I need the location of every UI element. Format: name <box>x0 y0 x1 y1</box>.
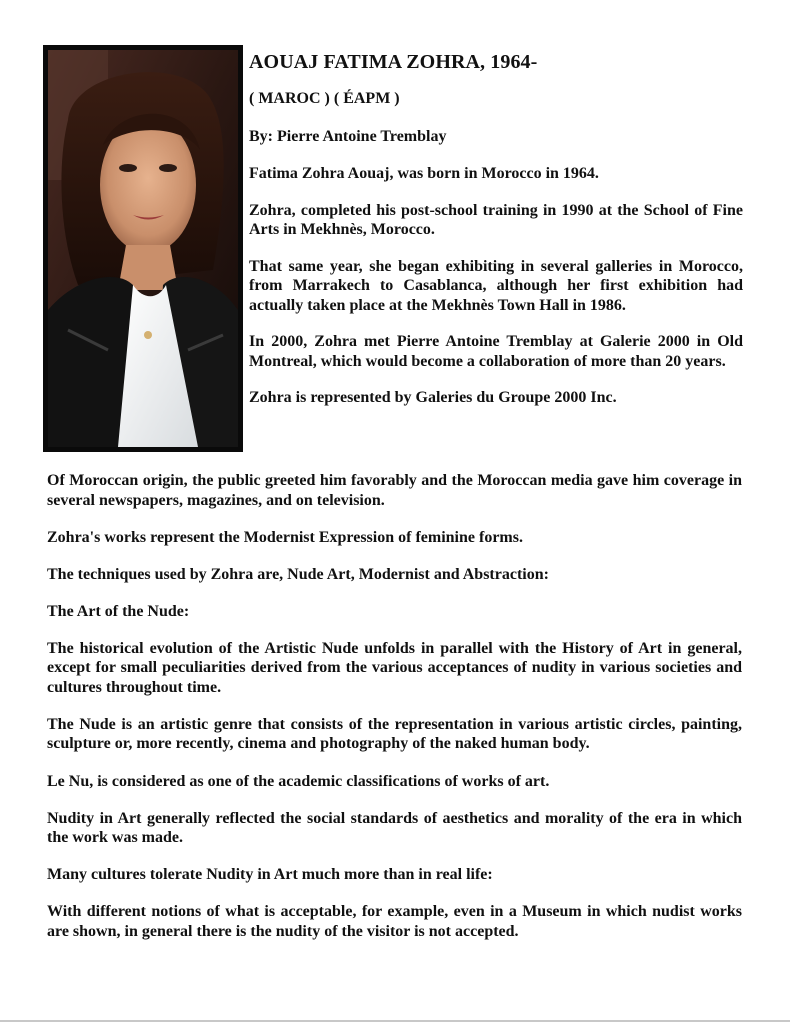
body-paragraph: The techniques used by Zohra are, Nude Art, Modernist and Abstraction: <box>47 565 549 583</box>
page-bottom-rule <box>0 1020 790 1022</box>
body-paragraph: Le Nu, is considered as one of the academic classifications of works of art. <box>47 772 550 790</box>
portrait-image <box>48 50 238 447</box>
artist-portrait-photo <box>43 45 243 452</box>
body-text <box>47 471 742 959</box>
body-paragraph: Nudity in Art generally reflected the social standards of aesthetics and morality of the era in which the work was made. <box>47 809 742 847</box>
body-paragraph: Zohra's works represent the Modernist Expression of feminine forms. <box>47 528 523 546</box>
origin-line: ( MAROC ) ( ÉAPM ) <box>249 90 400 107</box>
intro-paragraph: In 2000, Zohra met Pierre Antoine Tremblay at Galerie 2000 in Old Montreal, which would become a collaboration of more than 20 years. <box>249 333 743 370</box>
intro-paragraph: Zohra is represented by Galeries du Groupe 2000 Inc. <box>249 389 617 406</box>
body-paragraph: Many cultures tolerate Nudity in Art much more than in real life: <box>47 866 493 884</box>
header-column <box>249 51 743 425</box>
body-paragraph: The historical evolution of the Artistic Nude unfolds in parallel with the History of Art in general, except for small peculiarities derived from the various acceptances of nudity in various societies and cultures throughout time. <box>47 639 742 696</box>
byline: By: Pierre Antoine Tremblay <box>249 127 447 145</box>
body-paragraph: The Nude is an artistic genre that consists of the representation in various artistic circles, painting, sculpture or, more recently, cinema and photography of the naked human body. <box>47 715 742 753</box>
intro-paragraph: Zohra, completed his post-school training in 1990 at the School of Fine Arts in Mekhnès, Morocco. <box>249 201 743 238</box>
body-paragraph: Of Moroccan origin, the public greeted him favorably and the Moroccan media gave him coverage in several newspapers, magazines, and on television. <box>47 472 742 509</box>
body-paragraph: With different notions of what is acceptable, for example, even in a Museum in which nudist works are shown, in general there is the nudity of the visitor is not accepted. <box>47 903 742 940</box>
intro-paragraph: Fatima Zohra Aouaj, was born in Morocco in 1964. <box>249 165 599 182</box>
section-heading: The Art of the Nude: <box>47 602 190 620</box>
intro-paragraph: That same year, she began exhibiting in several galleries in Morocco, from Marrakech to Casablanca, although her first exhibition had actually taken place at the Mekhnès Town Hall in 1986. <box>249 257 743 314</box>
artist-title: AOUAJ FATIMA ZOHRA, 1964- <box>249 51 538 73</box>
